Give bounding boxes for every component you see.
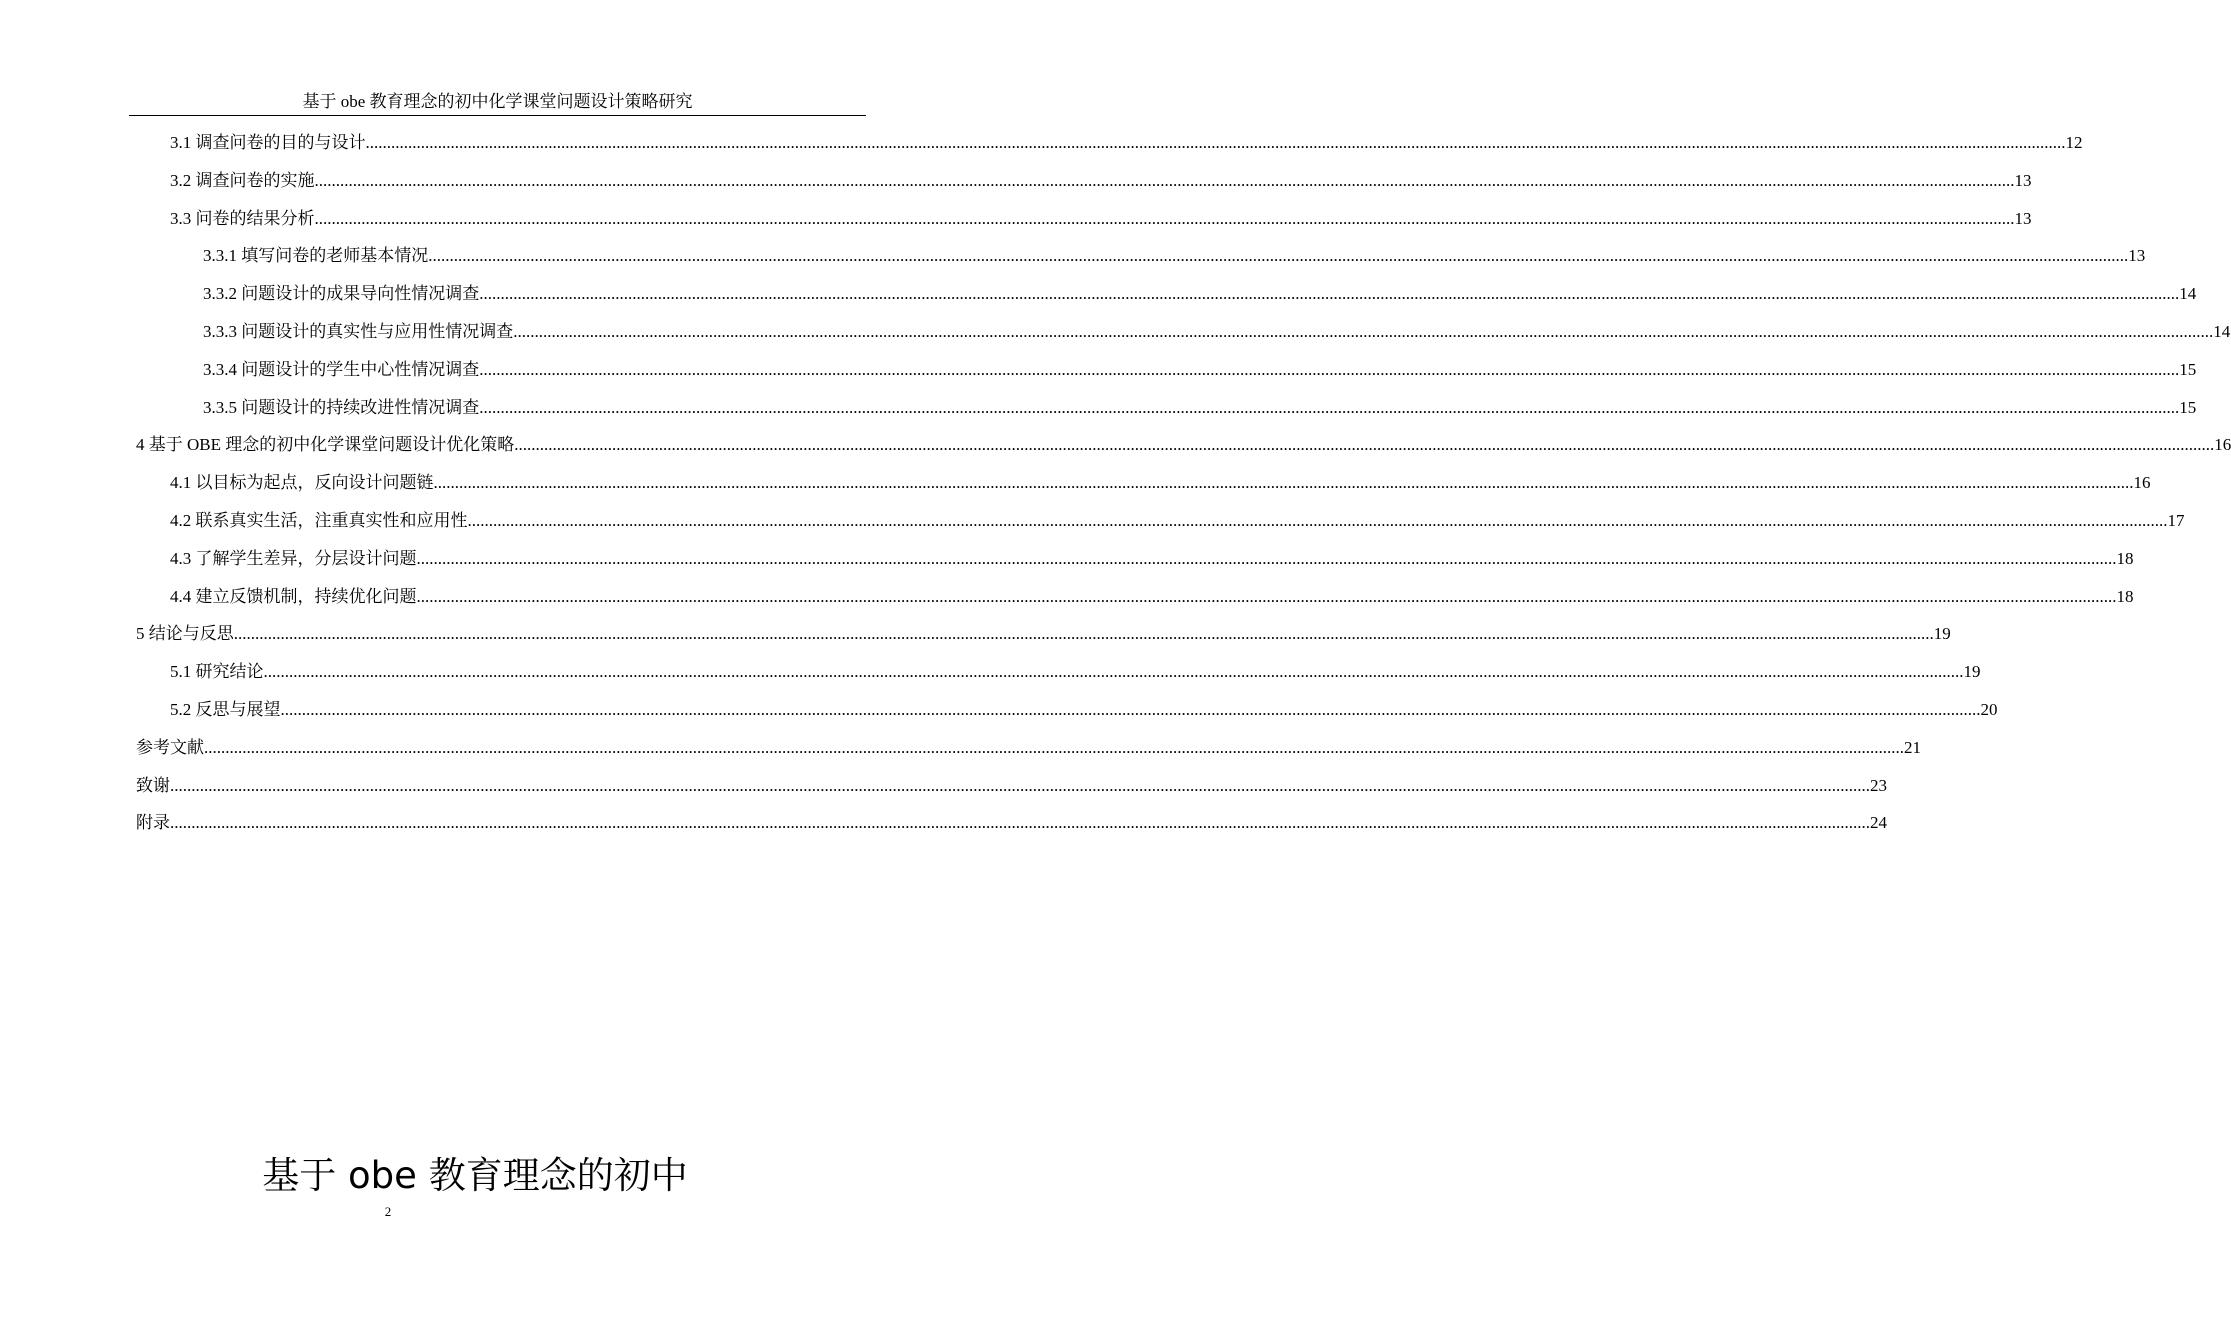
- toc-entry-label: 3.3 问卷的结果分析: [170, 208, 315, 228]
- toc-entry-page: 21: [1904, 737, 1921, 757]
- toc-entry-label: 3.3.2 问题设计的成果导向性情况调查: [203, 284, 480, 304]
- toc-dot-leader: ................................................................................................................................................................................................................................................................................................................................................................................................................: [416, 548, 2117, 568]
- toc-entry-page: 23: [1870, 775, 1887, 795]
- toc-entry[interactable]: [136, 433, 2231, 457]
- toc-dot-leader: ................................................................................................................................................................................................................................................................................................................................................................................................................: [433, 473, 2134, 493]
- toc-entry-page: 19: [1933, 624, 1951, 644]
- toc-dot-leader: ................................................................................................................................................................................................................................................................................................................................................................................................................: [428, 246, 2129, 266]
- toc-entry[interactable]: [136, 811, 1887, 835]
- toc-entry-page: 13: [2128, 246, 2146, 266]
- toc-entry[interactable]: [170, 131, 2083, 155]
- toc-entry-page: 19: [1963, 662, 1981, 682]
- toc-entry-label: 3.3.4 问题设计的学生中心性情况调查: [203, 359, 480, 379]
- toc-entry-label: 参考文献: [136, 737, 204, 757]
- toc-entry[interactable]: [170, 169, 2032, 193]
- toc-entry-label: 附录: [136, 813, 170, 833]
- toc-dot-leader: ................................................................................................................................................................................................................................................................................................................................................................................................................: [514, 435, 2215, 455]
- toc-dot-leader: ................................................................................................................................................................................................................................................................................................................................................................................................................: [467, 511, 2168, 530]
- toc-entry[interactable]: [136, 774, 1887, 798]
- header-divider: [129, 115, 866, 116]
- toc-dot-leader: ................................................................................................................................................................................................................................................................................................................................................................................................................: [204, 737, 1904, 757]
- toc-entry-label: 3.1 调查问卷的目的与设计: [170, 133, 366, 152]
- toc-entry-page: 15: [2179, 397, 2197, 417]
- toc-entry-page: 14: [2179, 284, 2197, 304]
- toc-entry-label: 4.4 建立反馈机制，持续优化问题: [170, 586, 417, 606]
- next-page-title: 基于 obe 教育理念的初中: [262, 1154, 688, 1197]
- toc-entry-label: 4.3 了解学生差异，分层设计问题: [170, 548, 417, 568]
- toc-entry-label: 4.2 联系真实生活，注重真实性和应用性: [170, 511, 468, 530]
- toc-entry-label: 4.1 以目标为起点，反向设计问题链: [170, 473, 434, 493]
- toc-entry-label: 3.3.3 问题设计的真实性与应用性情况调查: [203, 322, 514, 341]
- toc-dot-leader: ................................................................................................................................................................................................................................................................................................................................................................................................................: [513, 322, 2214, 341]
- toc-entry[interactable]: [170, 471, 2151, 495]
- toc-dot-leader: ................................................................................................................................................................................................................................................................................................................................................................................................................: [170, 813, 1870, 833]
- toc-dot-leader: ................................................................................................................................................................................................................................................................................................................................................................................................................: [280, 700, 1981, 719]
- toc-entry-label: 5 结论与反思: [136, 624, 234, 644]
- toc-entry-label: 5.1 研究结论: [170, 662, 264, 682]
- toc-dot-leader: ................................................................................................................................................................................................................................................................................................................................................................................................................: [263, 662, 1964, 682]
- toc-dot-leader: ................................................................................................................................................................................................................................................................................................................................................................................................................: [479, 359, 2180, 379]
- toc-dot-leader: ................................................................................................................................................................................................................................................................................................................................................................................................................: [479, 397, 2180, 417]
- toc-entry[interactable]: [170, 660, 1981, 684]
- toc-dot-leader: ................................................................................................................................................................................................................................................................................................................................................................................................................: [233, 624, 1934, 644]
- toc-entry[interactable]: [203, 320, 2231, 344]
- toc-entry-page: 15: [2179, 359, 2197, 379]
- toc-entry-page: 18: [2116, 586, 2134, 606]
- toc-entry-label: 5.2 反思与展望: [170, 700, 281, 719]
- toc-dot-leader: ................................................................................................................................................................................................................................................................................................................................................................................................................: [416, 586, 2117, 606]
- toc-entry-page: 14: [2213, 322, 2231, 341]
- toc-dot-leader: ................................................................................................................................................................................................................................................................................................................................................................................................................: [479, 284, 2180, 304]
- toc-entry[interactable]: [203, 358, 2197, 382]
- toc-entry-label: 4 基于 OBE 理念的初中化学课堂问题设计优化策略: [136, 435, 515, 455]
- toc-entry-page: 18: [2116, 548, 2134, 568]
- toc-entry-page: 12: [2065, 133, 2083, 152]
- toc-entry-label: 3.3.1 填写问卷的老师基本情况: [203, 246, 429, 266]
- toc-dot-leader: ................................................................................................................................................................................................................................................................................................................................................................................................................: [314, 170, 2015, 190]
- toc-entry-page: 13: [2014, 208, 2032, 228]
- toc-entry[interactable]: [136, 622, 1951, 646]
- toc-entry-label: 致谢: [136, 775, 170, 795]
- toc-entry-page: 24: [1870, 813, 1887, 833]
- toc-entry[interactable]: [136, 736, 1921, 760]
- toc-entry[interactable]: [203, 396, 2197, 420]
- toc-entry[interactable]: [170, 547, 2134, 571]
- toc-dot-leader: ................................................................................................................................................................................................................................................................................................................................................................................................................: [314, 208, 2015, 228]
- toc-entry[interactable]: [203, 282, 2197, 306]
- toc-entry-label: 3.2 调查问卷的实施: [170, 170, 315, 190]
- page-number: 2: [384, 1204, 392, 1219]
- toc-entry-page: 17: [2167, 511, 2185, 530]
- toc-dot-leader: ................................................................................................................................................................................................................................................................................................................................................................................................................: [365, 133, 2066, 152]
- toc-entry[interactable]: [170, 698, 1998, 722]
- running-header-title: 基于 obe 教育理念的初中化学课堂问题设计策略研究: [302, 92, 693, 111]
- toc-entry[interactable]: [170, 207, 2032, 231]
- toc-entry-page: 20: [1980, 700, 1998, 719]
- toc-entry[interactable]: [203, 244, 2146, 268]
- toc-entry[interactable]: [170, 509, 2185, 533]
- toc-entry-label: 3.3.5 问题设计的持续改进性情况调查: [203, 397, 480, 417]
- toc-entry-page: 16: [2133, 473, 2151, 493]
- toc-entry[interactable]: [170, 585, 2134, 609]
- toc-dot-leader: ................................................................................................................................................................................................................................................................................................................................................................................................................: [170, 775, 1870, 795]
- toc-entry-page: 16: [2214, 435, 2231, 455]
- toc-entry-page: 13: [2014, 170, 2032, 190]
